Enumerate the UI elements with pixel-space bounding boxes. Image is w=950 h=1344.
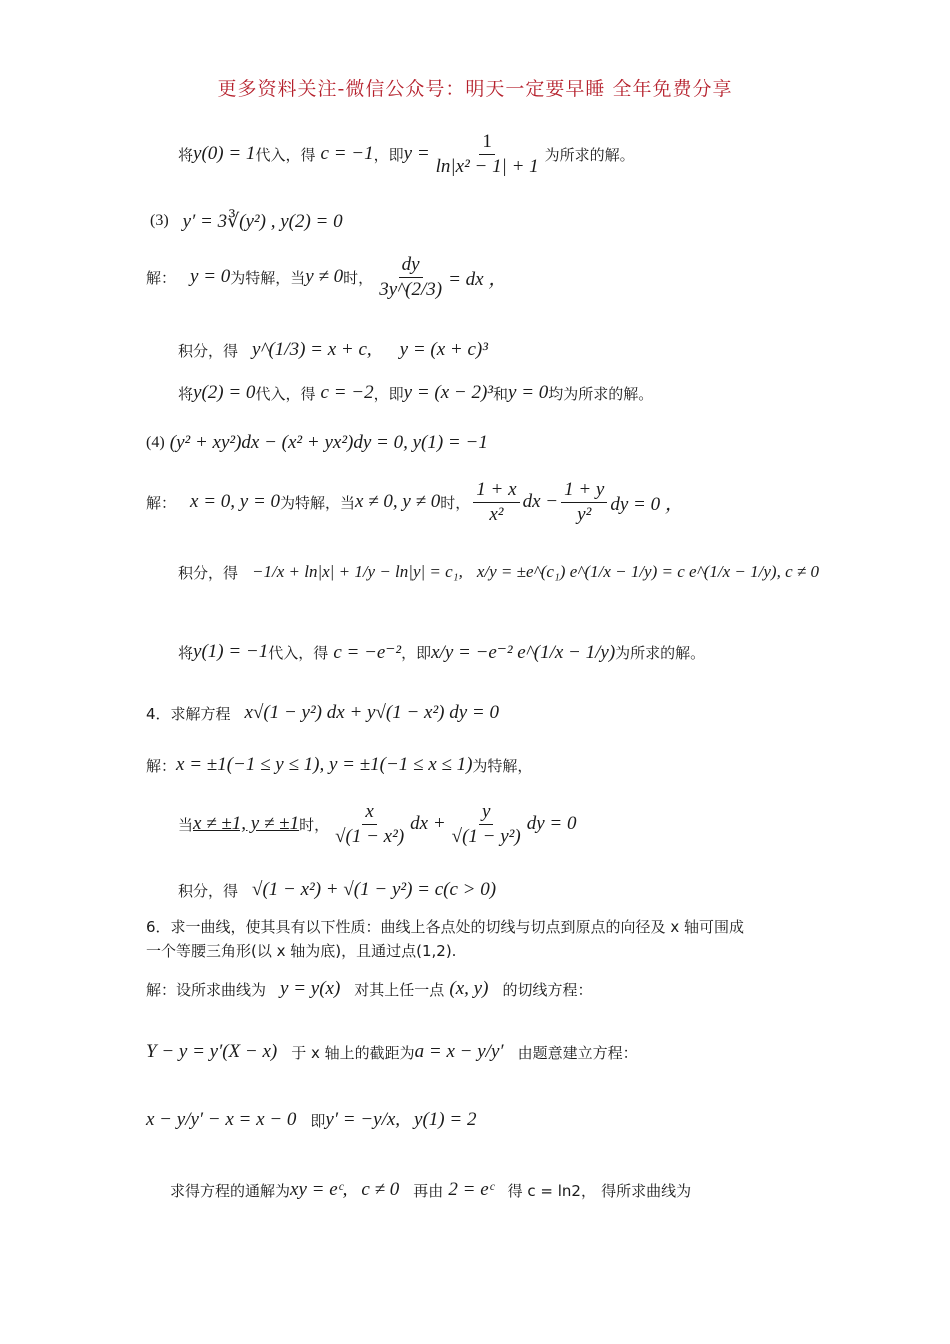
expr: y(1) = −1: [193, 641, 269, 662]
expr: 2 = eᶜ: [448, 1179, 494, 1200]
expr: dx −: [522, 491, 559, 512]
expr: x ≠ ±1, y ≠ ±1: [193, 813, 300, 834]
text-mid: 时，: [440, 493, 471, 512]
expr: Y − y = y′(X − x): [146, 1041, 278, 1062]
problem-3-statement: [150, 206, 343, 236]
expr: c = −1: [320, 143, 374, 164]
text-pre: 求得方程的通解为: [170, 1181, 291, 1200]
expr: x√(1 − y²) dx + y√(1 − x²) dy = 0: [244, 702, 499, 723]
problem-4-heading: [146, 698, 499, 728]
fraction: [376, 254, 445, 301]
equation-line-1: [178, 130, 635, 178]
problem-label: 4．求解方程: [146, 704, 231, 723]
expr: c ≠ 0: [361, 1179, 400, 1200]
fraction-denominator: √(1 − x²): [335, 825, 405, 847]
problem-6-statement-cont: [146, 938, 456, 962]
text-mid: 得 c = ln2，: [507, 1181, 596, 1200]
text-post: 为特解，: [472, 756, 533, 775]
text-pre: 当: [178, 815, 194, 834]
text-pre: 将: [178, 145, 194, 164]
expr: −1/x + ln|x| + 1/y − ln|y| = c₁,: [252, 562, 463, 581]
text-post: 均为所求的解。: [548, 384, 654, 403]
expr: dy = 0 ，: [610, 493, 684, 515]
problem-label: (4): [146, 434, 165, 451]
problem-6-statement: [146, 914, 744, 938]
equation-line-8: [178, 552, 819, 592]
expr: x = 0, y = 0: [190, 491, 281, 512]
expr: dx +: [410, 813, 446, 834]
expr: c = −e⁻²: [333, 641, 402, 663]
fraction-numerator: x: [362, 801, 376, 825]
text-mid: 再由: [413, 1181, 444, 1200]
expr: a = x − y/y′: [414, 1041, 504, 1062]
equation-line-4: [178, 335, 488, 365]
equation-line-17: [146, 1035, 638, 1069]
expr: dy = 0: [526, 813, 577, 834]
expr: (x, y): [449, 978, 489, 999]
text-pre: 将: [178, 384, 194, 403]
fraction-denominator: 3y^(2/3): [379, 278, 443, 300]
text-pre: 积分，得: [178, 881, 239, 900]
expr: y = y(x): [280, 978, 341, 999]
text-post: 由题意建立方程：: [517, 1043, 638, 1062]
text-mid: 为特解，当: [230, 268, 306, 287]
text-post: 得所求曲线为: [601, 1181, 692, 1200]
problem-text: 6．求一曲线，使其具有以下性质：曲线上各点处的切线与切点到原点的向径及 x 轴可围成: [146, 917, 744, 936]
fraction-denominator: y²: [577, 503, 592, 525]
expr: (y² + xy²)dx − (x² + yx²)dy = 0, y(1) = −1: [169, 432, 488, 453]
equation-line-19: [170, 1175, 691, 1205]
text-mid: 代入，得: [255, 384, 316, 403]
expr: y = 0: [190, 266, 231, 287]
text-mid: 时，: [299, 815, 330, 834]
expr: x ≠ 0, y ≠ 0: [355, 491, 441, 512]
fraction-numerator: 1 + x: [473, 479, 519, 503]
equation-line-16: [146, 974, 592, 1004]
text-mid: ，即: [401, 643, 432, 662]
expr: y = 0: [508, 382, 549, 403]
equation-line-3: [146, 246, 507, 308]
text-mid: 代入，得: [255, 145, 316, 164]
equation-line-9: [178, 632, 705, 672]
text-post: 为所求的解。: [615, 643, 706, 662]
expr: √(1 − x²) + √(1 − y²) = c(c > 0): [252, 879, 497, 900]
fraction-numerator: dy: [399, 254, 423, 278]
text-post: 的切线方程：: [502, 980, 593, 999]
fraction: [561, 479, 607, 526]
fraction-numerator: y: [479, 801, 493, 825]
equation-line-18: [146, 1103, 476, 1137]
expr: y = (x − 2)³: [403, 382, 493, 403]
fraction: [332, 801, 407, 848]
text-pre: 积分，得: [178, 563, 239, 582]
expr: y = (x + c)³: [399, 339, 488, 360]
text-mid: 时，: [343, 268, 374, 287]
expr: y(0) = 1: [193, 143, 256, 164]
expr: y′ = 3∛(y²) , y(2) = 0: [182, 210, 343, 232]
text-pre: 积分，得: [178, 341, 239, 360]
equation-line-5: [178, 378, 653, 408]
fraction: [433, 131, 542, 178]
fraction-numerator: 1: [479, 131, 495, 155]
text-pre: 解：: [146, 268, 177, 287]
fraction: [473, 479, 519, 526]
text-mid: 于 x 轴上的截距为: [291, 1043, 415, 1062]
problem-4-statement: [146, 428, 488, 458]
text-pre: 将: [178, 643, 194, 662]
fraction-denominator: √(1 − y²): [451, 825, 521, 847]
expr: y(2) = 0: [193, 382, 256, 403]
expr: x − y/y′ − x = x − 0: [146, 1109, 297, 1130]
text-mid: 代入，得: [268, 643, 329, 662]
text-mid: ，即: [373, 145, 404, 164]
expr: y(1) = 2: [414, 1109, 477, 1130]
expr: y^(1/3) = x + c,: [252, 339, 372, 360]
equation-line-7: [146, 474, 684, 530]
text-mid: 为特解，当: [280, 493, 356, 512]
equation-line-13: [178, 875, 496, 905]
text-pre: 解：: [146, 756, 177, 775]
expr: = dx ，: [448, 268, 508, 290]
expr: y′ = −y/x,: [325, 1109, 401, 1130]
expr: y =: [403, 143, 430, 164]
fraction-denominator: x²: [489, 503, 504, 525]
text-post: 为所求的解。: [544, 145, 635, 164]
equation-line-12: [178, 795, 576, 853]
expr: c = −2: [320, 382, 374, 403]
text-mid: 即: [310, 1111, 326, 1130]
problem-text: 一个等腰三角形(以 x 轴为底)，且通过点(1,2).: [146, 941, 457, 960]
text-pre: 解：: [146, 493, 177, 512]
expr: x = ±1(−1 ≤ y ≤ 1), y = ±1(−1 ≤ x ≤ 1): [176, 754, 473, 775]
expr: xy = eᶜ,: [290, 1179, 348, 1200]
text-mid: 和: [493, 384, 509, 403]
page-banner: 更多资料关注-微信公众号：明天一定要早睡 全年免费分享: [217, 78, 733, 100]
fraction-numerator: 1 + y: [561, 479, 607, 503]
equation-line-11: [146, 750, 532, 780]
expr: x/y = −e⁻² e^(1/x − 1/y): [431, 641, 616, 663]
text-mid: ，即: [373, 384, 404, 403]
text-mid: 对其上任一点: [354, 980, 445, 999]
fraction: [449, 801, 524, 848]
text-pre: 解：设所求曲线为: [146, 980, 267, 999]
expr: y ≠ 0: [305, 266, 344, 287]
problem-label: (3): [150, 212, 169, 229]
expr: x/y = ±e^(c₁) e^(1/x − 1/y) = c e^(1/x − 1/y), c ≠ 0: [476, 562, 819, 581]
fraction-denominator: ln|x² − 1| + 1: [435, 155, 539, 177]
